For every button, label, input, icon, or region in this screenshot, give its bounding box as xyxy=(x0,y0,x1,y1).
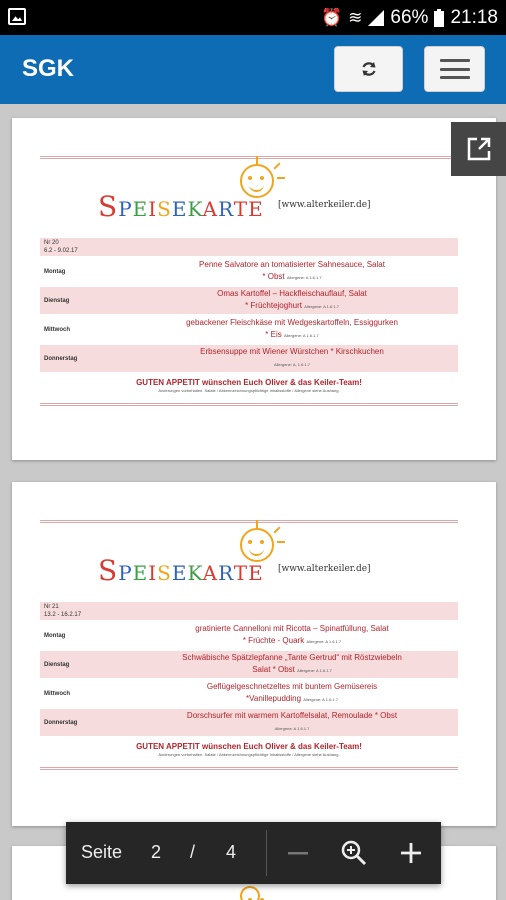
battery-percent: 66% xyxy=(390,6,429,28)
wifi-icon: ≋ xyxy=(348,7,363,27)
zoom-in-button[interactable] xyxy=(334,833,374,873)
meal-cell xyxy=(126,345,458,372)
meal-line: Penne Salvatore an tomatisierter Sahnesauce, Salat xyxy=(199,260,385,269)
allergen-info: Allergene: A 1.6.1.7 xyxy=(286,275,322,280)
week-number: Nr 20 xyxy=(44,240,59,246)
menu-card xyxy=(40,520,458,771)
meal-extra: * Früchtejoghurt xyxy=(245,301,302,310)
day-label: Donnerstag xyxy=(40,345,126,372)
day-label: Montag xyxy=(44,268,66,275)
meal-cell xyxy=(126,287,458,314)
week-dates: 6.2 - 9.02.17 xyxy=(44,248,78,254)
meal-line: Erbsensuppe mit Wiener Würstchen * Kirschkuchen xyxy=(200,347,384,356)
zoom-in-icon xyxy=(340,839,368,867)
brand-title: Speisekarte xyxy=(98,554,264,587)
refresh-button[interactable] xyxy=(334,46,403,92)
allergen-info: Allergene: A 1.6.1.7 xyxy=(304,304,339,309)
hamburger-icon xyxy=(440,59,470,79)
meal-cell xyxy=(126,622,458,649)
allergen-info: Allergene: A 1.6.1.7 xyxy=(303,697,338,702)
allergen-info: Allergene: A 1.6.1.7 xyxy=(274,726,310,731)
sun-logo-icon xyxy=(240,886,260,900)
plus-icon xyxy=(399,841,423,865)
table-row xyxy=(40,651,458,678)
day-label: Dienstag xyxy=(40,651,126,678)
day-label: Donnerstag xyxy=(40,709,126,736)
current-page[interactable]: 2 xyxy=(151,842,162,862)
total-pages: 4 xyxy=(226,842,237,862)
allergen-info: Allergene: A 1.6.1.7 xyxy=(297,668,332,673)
meal-extra: *Vanillepudding xyxy=(246,694,302,703)
greeting: GUTEN APPETIT wünschen Euch Oliver & das Keiler-Team! xyxy=(136,378,362,387)
page-toolbar xyxy=(66,822,441,884)
brand-title: Speisekarte xyxy=(98,190,264,223)
status-icons xyxy=(321,0,498,35)
table-row xyxy=(40,238,458,256)
refresh-icon xyxy=(359,59,379,79)
meal-line: Dorschsurfer mit warmem Kartoffelsalat, Remoulade * Obst xyxy=(186,711,398,720)
meal-line: Geflügelgeschnetzeltes mit buntem Gemüsereis xyxy=(206,682,378,691)
meal-line: Omas Kartoffel – Hackfleischauflauf, Salat xyxy=(217,289,367,298)
table-row xyxy=(40,602,458,620)
meal-cell xyxy=(126,316,458,343)
allergen-info: Allergene: A 1.6.1.7 xyxy=(283,333,319,338)
brand-header xyxy=(40,524,458,600)
open-external-button[interactable] xyxy=(451,122,506,176)
meal-cell xyxy=(126,709,458,736)
meal-cell xyxy=(126,680,458,707)
status-bar xyxy=(0,0,506,35)
greeting: GUTEN APPETIT wünschen Euch Oliver & das Keiler-Team! xyxy=(136,742,362,751)
divider xyxy=(266,830,267,876)
page-separator: / xyxy=(190,842,196,862)
menu-card xyxy=(40,156,458,407)
table-row xyxy=(40,709,458,736)
meal-line: gratinierte Cannelloni mit Ricotta – Spinatfüllung, Salat xyxy=(195,624,389,633)
day-label: Mittwoch xyxy=(44,690,70,697)
clock: 21:18 xyxy=(450,6,498,28)
battery-icon xyxy=(434,9,444,27)
meal-extra: * Obst xyxy=(262,272,285,281)
menu-button[interactable] xyxy=(424,46,485,92)
table-row xyxy=(40,258,458,285)
menu-table xyxy=(40,600,458,738)
meal-extra: * Eis xyxy=(265,330,282,339)
brand-header xyxy=(40,160,458,236)
pdf-page xyxy=(12,482,496,826)
pdf-page xyxy=(12,118,496,460)
alarm-icon: ⏰ xyxy=(321,7,343,27)
allergen-info: Allergene: A 1.6.1.7 xyxy=(306,639,342,644)
signal-icon xyxy=(368,10,384,26)
table-row xyxy=(40,680,458,707)
open-in-new-icon xyxy=(465,135,493,163)
meal-line: gebackener Fleischkäse mit Wedgeskartoffeln, Essiggurken xyxy=(186,318,398,327)
minus-icon xyxy=(286,841,310,865)
table-row xyxy=(40,345,458,372)
app-bar xyxy=(0,35,506,104)
zoom-out-button[interactable] xyxy=(278,833,318,873)
day-label: Dienstag xyxy=(40,287,126,314)
table-row xyxy=(40,287,458,314)
gallery-icon xyxy=(8,8,26,25)
add-button[interactable] xyxy=(391,833,431,873)
meal-cell xyxy=(126,258,458,285)
meal-extra: * Früchte - Quark xyxy=(242,636,305,645)
table-row xyxy=(40,316,458,343)
menu-table xyxy=(40,236,458,374)
brand-url: [www.alterkeiler.de] xyxy=(278,564,371,574)
day-label: Mittwoch xyxy=(44,326,70,333)
pdf-viewer[interactable] xyxy=(0,104,506,900)
week-number: Nr 21 xyxy=(44,604,59,610)
meal-line: Schwäbische Spätzlepfanne „Tante Gertrud“ mit Röstzwiebeln xyxy=(182,653,402,662)
brand-url: [www.alterkeiler.de] xyxy=(278,200,371,210)
week-info xyxy=(40,602,126,620)
allergen-info: Allergene: A, 1.6.1.7 xyxy=(273,362,311,367)
table-row xyxy=(40,622,458,649)
note: Änderungen vorbehalten. Salate / Abkennzeichnungspflichtige Inhaltsstoffe / Allergene siehe Aushang. xyxy=(158,388,340,393)
day-label: Montag xyxy=(44,632,66,639)
week-dates: 13.2 - 16.2.17 xyxy=(44,612,82,618)
meal-extra: Salat * Obst xyxy=(252,665,295,674)
page-label: Seite xyxy=(81,842,123,862)
week-info xyxy=(40,238,126,256)
note: Änderungen vorbehalten. Salate / Abkennzeichnungspflichtige Inhaltsstoffe / Allergene siehe Aushang. xyxy=(158,752,340,757)
meal-cell xyxy=(126,651,458,678)
app-title: SGK xyxy=(22,55,75,82)
